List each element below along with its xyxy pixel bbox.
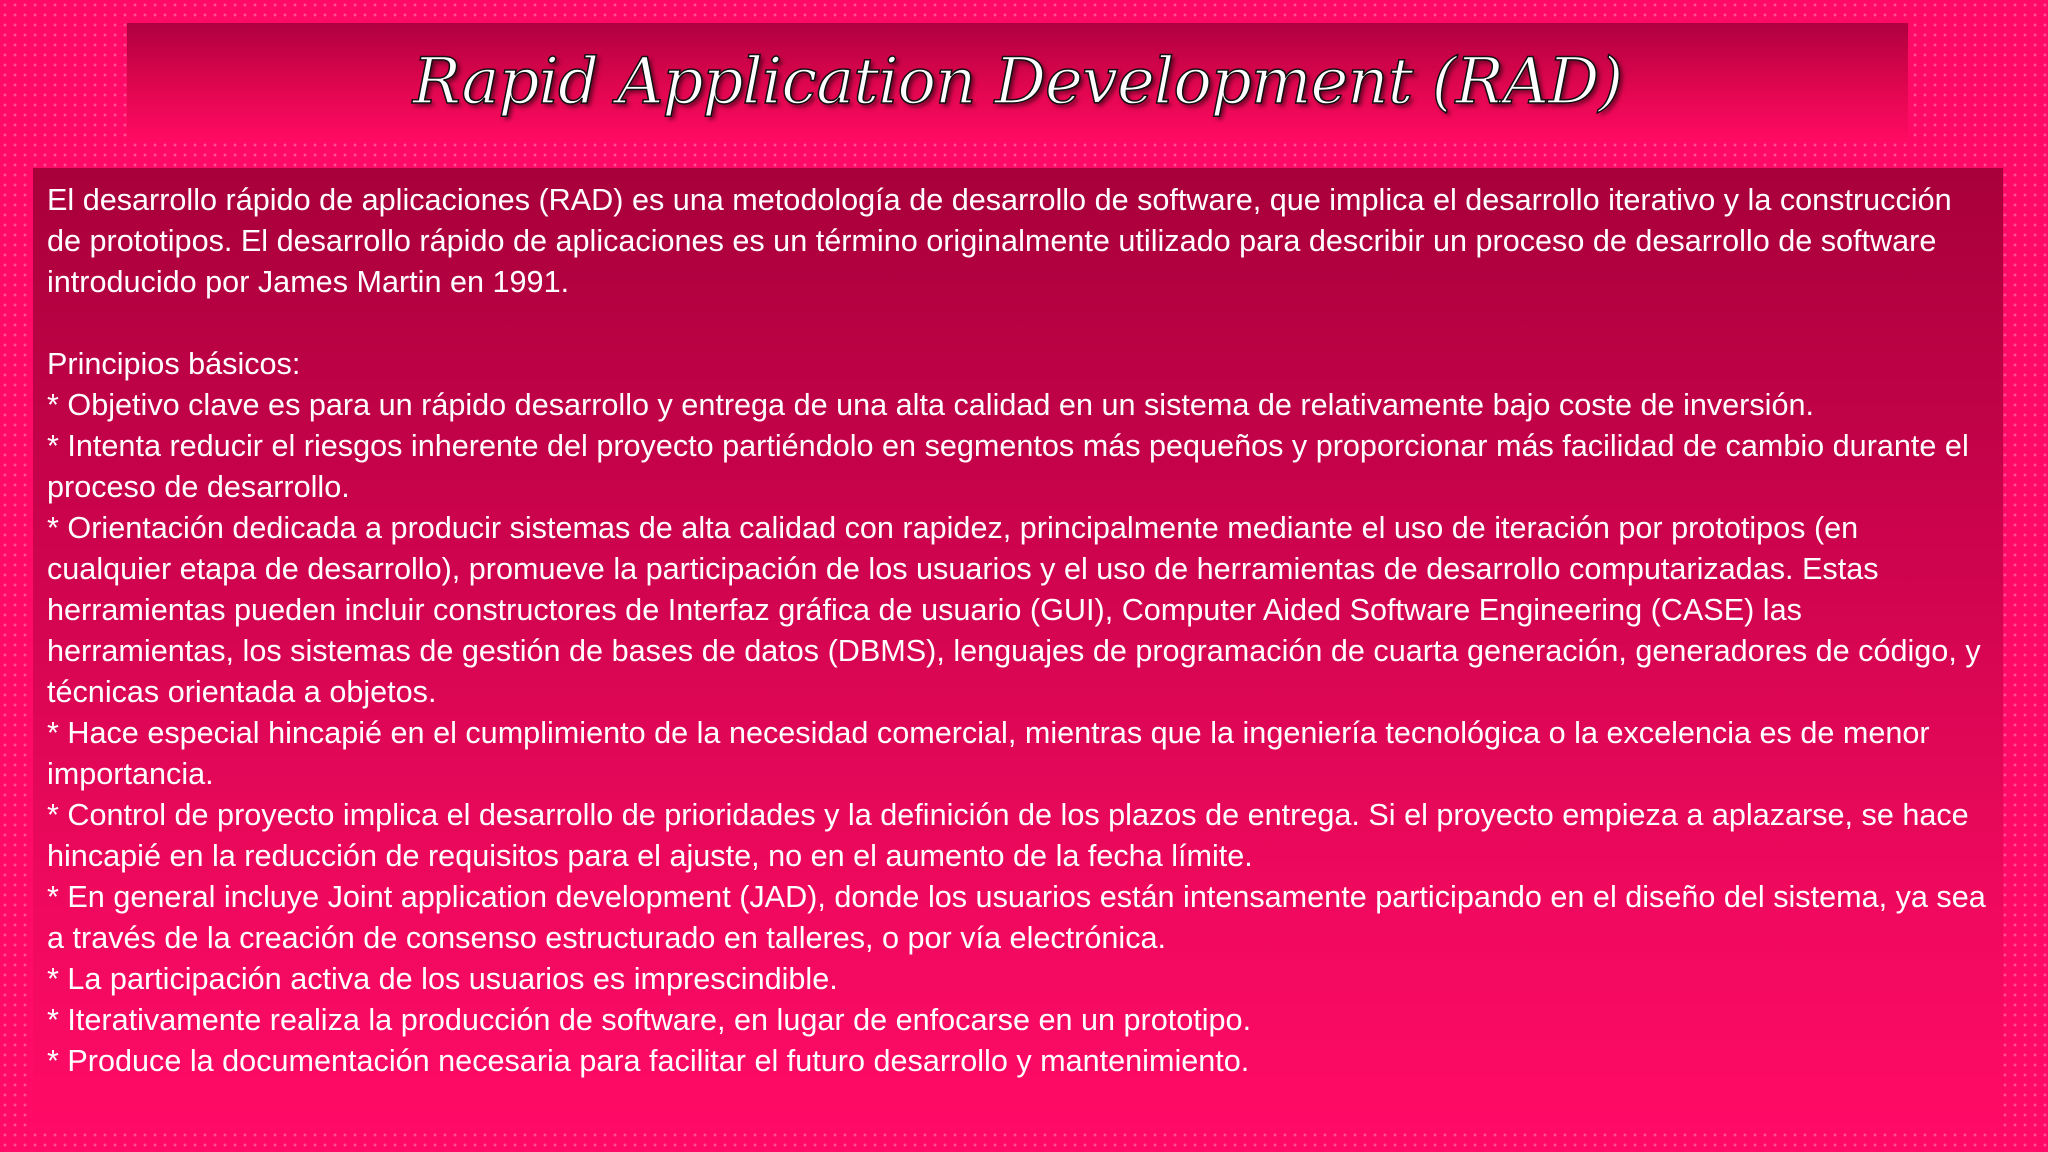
slide-title: Rapid Application Development (RAD) (412, 45, 1623, 119)
principle-item: * Hace especial hincapié en el cumplimiento de la necesidad comercial, mientras que la ingeniería tecnológica o la excelencia es de menor importancia. (47, 716, 1930, 791)
principle-item: * Orientación dedicada a producir sistemas de alta calidad con rapidez, principalmente mediante el uso de iteración por prototipos (en cualquier etapa de desarrollo), promueve la participación de los usuarios y el uso de herramientas de desarrollo computarizadas. Estas herramientas pueden incluir constructores de Interfaz gráfica de usuario (GUI), Computer Aided Software Engineering (CASE) las herramientas, los sistemas de gestión de bases de datos (DBMS), lenguajes de programación de cuarta generación, generadores de código, y técnicas orientada a objetos. (47, 511, 1981, 709)
title-banner (127, 23, 1908, 141)
principle-item: * La participación activa de los usuarios es imprescindible. (47, 962, 838, 996)
principle-item: * Iterativamente realiza la producción de software, en lugar de enfocarse en un prototipo. (47, 1003, 1252, 1037)
intro-paragraph: El desarrollo rápido de aplicaciones (RAD) es una metodología de desarrollo de software, que implica el desarrollo iterativo y la construcción de prototipos. El desarrollo rápido de aplicaciones es un término originalmente utilizado para describir un proceso de desarrollo de software introducido por James Martin en 1991. (47, 183, 1952, 299)
principle-item: * Produce la documentación necesaria para facilitar el futuro desarrollo y mantenimiento. (47, 1044, 1250, 1078)
principle-item: * Control de proyecto implica el desarrollo de prioridades y la definición de los plazos de entrega. Si el proyecto empieza a aplazarse, se hace hincapié en la reducción de requisitos para el ajuste, no en el aumento de la fecha límite. (47, 798, 1969, 873)
content-box (33, 168, 2003, 1128)
principle-item: * En general incluye Joint application development (JAD), donde los usuarios están intensamente participando en el diseño del sistema, ya sea a través de la creación de consenso estructurado en talleres, o por vía electrónica. (47, 880, 1986, 955)
principle-item: * Objetivo clave es para un rápido desarrollo y entrega de una alta calidad en un sistema de relativamente bajo coste de inversión. (47, 388, 1814, 422)
principles-heading: Principios básicos: (47, 347, 301, 381)
principle-item: * Intenta reducir el riesgos inherente del proyecto partiéndolo en segmentos más pequeños y proporcionar más facilidad de cambio durante el proceso de desarrollo. (47, 429, 1969, 504)
paragraph-spacer (47, 303, 1989, 344)
